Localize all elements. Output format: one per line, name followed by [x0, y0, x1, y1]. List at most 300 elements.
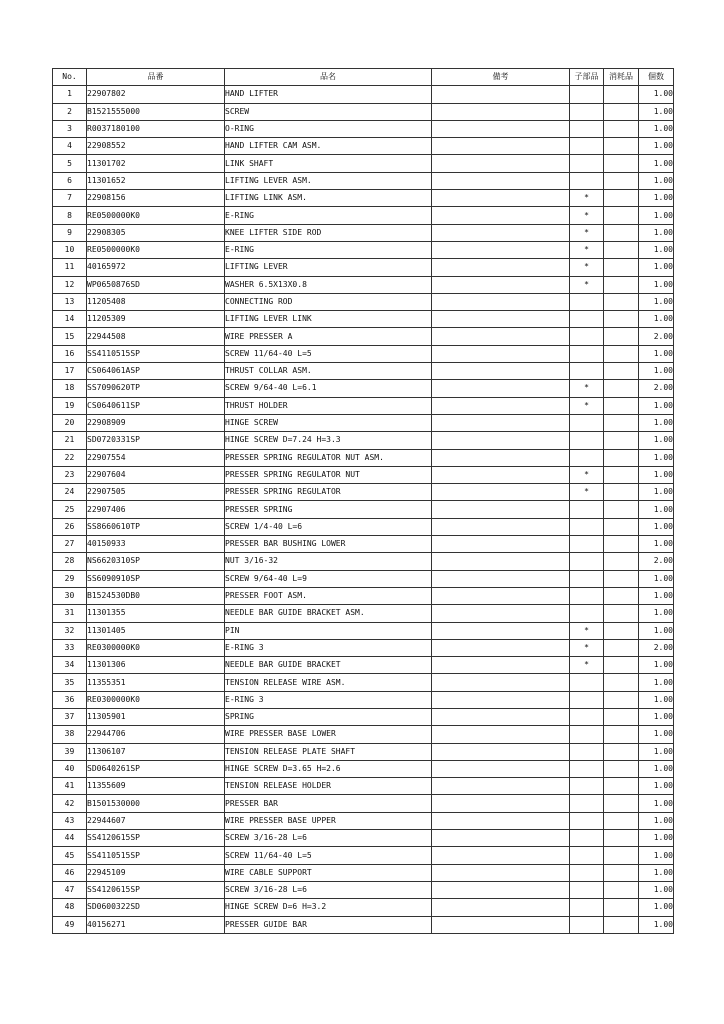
cell-quantity: 1.00 [639, 847, 674, 864]
cell-part-number: RE0300000K0 [87, 639, 225, 656]
cell-part-name: WIRE PRESSER BASE LOWER [225, 726, 432, 743]
table-row [53, 207, 674, 224]
cell-no: 17 [53, 363, 87, 380]
cell-quantity: 1.00 [639, 449, 674, 466]
cell-part-name: LIFTING LEVER ASM. [225, 172, 432, 189]
cell-consumable [604, 622, 639, 639]
cell-quantity: 2.00 [639, 639, 674, 656]
cell-no: 18 [53, 380, 87, 397]
cell-part-name: WIRE CABLE SUPPORT [225, 864, 432, 881]
cell-remarks [432, 103, 570, 120]
cell-consumable [604, 760, 639, 777]
cell-consumable [604, 916, 639, 933]
cell-sub-part [570, 778, 604, 795]
table-row [53, 190, 674, 207]
cell-sub-part [570, 518, 604, 535]
cell-consumable [604, 466, 639, 483]
cell-sub-part: * [570, 484, 604, 501]
cell-consumable [604, 363, 639, 380]
cell-sub-part [570, 812, 604, 829]
cell-part-number: 22907406 [87, 501, 225, 518]
cell-consumable [604, 553, 639, 570]
table-row [53, 86, 674, 103]
cell-remarks [432, 259, 570, 276]
cell-sub-part [570, 587, 604, 604]
cell-consumable [604, 657, 639, 674]
cell-no: 19 [53, 397, 87, 414]
table-row [53, 241, 674, 258]
cell-consumable [604, 639, 639, 656]
cell-sub-part: * [570, 380, 604, 397]
cell-consumable [604, 708, 639, 725]
cell-quantity: 1.00 [639, 518, 674, 535]
cell-no: 1 [53, 86, 87, 103]
cell-sub-part [570, 674, 604, 691]
cell-sub-part [570, 743, 604, 760]
cell-remarks [432, 207, 570, 224]
cell-part-number: 11305901 [87, 708, 225, 725]
cell-part-name: LIFTING LEVER [225, 259, 432, 276]
cell-no: 28 [53, 553, 87, 570]
cell-quantity: 1.00 [639, 259, 674, 276]
cell-part-number: 11301702 [87, 155, 225, 172]
cell-remarks [432, 553, 570, 570]
cell-no: 21 [53, 432, 87, 449]
cell-part-number: R0037180100 [87, 120, 225, 137]
cell-quantity: 1.00 [639, 120, 674, 137]
cell-no: 25 [53, 501, 87, 518]
cell-sub-part [570, 570, 604, 587]
cell-consumable [604, 138, 639, 155]
cell-quantity: 1.00 [639, 190, 674, 207]
table-row [53, 466, 674, 483]
cell-part-number: 11205408 [87, 293, 225, 310]
cell-remarks [432, 293, 570, 310]
cell-consumable [604, 224, 639, 241]
cell-sub-part [570, 899, 604, 916]
cell-quantity: 1.00 [639, 691, 674, 708]
cell-remarks [432, 276, 570, 293]
table-row [53, 120, 674, 137]
cell-no: 47 [53, 881, 87, 898]
cell-part-name: WIRE PRESSER A [225, 328, 432, 345]
cell-sub-part [570, 345, 604, 362]
cell-consumable [604, 830, 639, 847]
table-row [53, 847, 674, 864]
table-row [53, 795, 674, 812]
cell-remarks [432, 674, 570, 691]
cell-quantity: 1.00 [639, 172, 674, 189]
cell-part-name: NEEDLE BAR GUIDE BRACKET [225, 657, 432, 674]
cell-consumable [604, 345, 639, 362]
cell-part-name: HAND LIFTER [225, 86, 432, 103]
cell-remarks [432, 691, 570, 708]
cell-remarks [432, 605, 570, 622]
cell-sub-part [570, 830, 604, 847]
cell-quantity: 1.00 [639, 916, 674, 933]
cell-consumable [604, 605, 639, 622]
table-row [53, 103, 674, 120]
cell-consumable [604, 864, 639, 881]
header-consumable: 消耗品 [604, 69, 639, 86]
cell-part-name: WIRE PRESSER BASE UPPER [225, 812, 432, 829]
cell-consumable [604, 726, 639, 743]
cell-remarks [432, 241, 570, 258]
cell-sub-part [570, 881, 604, 898]
cell-part-name: HINGE SCREW D=3.65 H=2.6 [225, 760, 432, 777]
cell-sub-part [570, 864, 604, 881]
table-row [53, 570, 674, 587]
cell-part-number: 22944706 [87, 726, 225, 743]
cell-part-number: 40165972 [87, 259, 225, 276]
cell-remarks [432, 484, 570, 501]
table-row [53, 881, 674, 898]
table-row [53, 501, 674, 518]
cell-consumable [604, 881, 639, 898]
cell-consumable [604, 276, 639, 293]
cell-remarks [432, 899, 570, 916]
table-row [53, 138, 674, 155]
cell-quantity: 1.00 [639, 605, 674, 622]
cell-quantity: 1.00 [639, 224, 674, 241]
cell-part-name: HINGE SCREW D=6 H=3.2 [225, 899, 432, 916]
cell-consumable [604, 207, 639, 224]
cell-quantity: 2.00 [639, 380, 674, 397]
cell-remarks [432, 363, 570, 380]
cell-no: 22 [53, 449, 87, 466]
cell-part-name: LINK SHAFT [225, 155, 432, 172]
cell-part-number: 22907604 [87, 466, 225, 483]
cell-sub-part [570, 691, 604, 708]
cell-part-number: 40150933 [87, 536, 225, 553]
cell-no: 5 [53, 155, 87, 172]
table-row [53, 691, 674, 708]
cell-part-name: SCREW 11/64-40 L=5 [225, 847, 432, 864]
cell-sub-part: * [570, 657, 604, 674]
cell-consumable [604, 190, 639, 207]
cell-part-name: TENSION RELEASE PLATE SHAFT [225, 743, 432, 760]
cell-sub-part: * [570, 224, 604, 241]
cell-consumable [604, 536, 639, 553]
cell-consumable [604, 570, 639, 587]
cell-consumable [604, 380, 639, 397]
cell-part-number: 22908156 [87, 190, 225, 207]
table-row [53, 743, 674, 760]
table-row [53, 639, 674, 656]
cell-consumable [604, 743, 639, 760]
cell-remarks [432, 501, 570, 518]
cell-no: 34 [53, 657, 87, 674]
cell-remarks [432, 916, 570, 933]
cell-part-number: RE0500000K0 [87, 207, 225, 224]
cell-no: 42 [53, 795, 87, 812]
cell-remarks [432, 172, 570, 189]
table-row [53, 363, 674, 380]
cell-no: 41 [53, 778, 87, 795]
table-row [53, 259, 674, 276]
cell-consumable [604, 86, 639, 103]
cell-no: 49 [53, 916, 87, 933]
cell-part-name: PRESSER SPRING REGULATOR [225, 484, 432, 501]
cell-no: 11 [53, 259, 87, 276]
cell-consumable [604, 518, 639, 535]
cell-no: 31 [53, 605, 87, 622]
table-row [53, 553, 674, 570]
cell-consumable [604, 172, 639, 189]
cell-consumable [604, 501, 639, 518]
table-row [53, 293, 674, 310]
cell-sub-part [570, 86, 604, 103]
cell-part-number: RE0500000K0 [87, 241, 225, 258]
cell-sub-part [570, 726, 604, 743]
cell-no: 12 [53, 276, 87, 293]
cell-remarks [432, 760, 570, 777]
cell-part-name: WASHER 6.5X13X0.8 [225, 276, 432, 293]
table-row [53, 449, 674, 466]
cell-part-name: E-RING [225, 241, 432, 258]
cell-consumable [604, 103, 639, 120]
cell-quantity: 1.00 [639, 674, 674, 691]
cell-quantity: 1.00 [639, 812, 674, 829]
cell-part-number: 11301405 [87, 622, 225, 639]
cell-part-name: TENSION RELEASE HOLDER [225, 778, 432, 795]
cell-part-name: THRUST COLLAR ASM. [225, 363, 432, 380]
cell-part-name: HINGE SCREW D=7.24 H=3.3 [225, 432, 432, 449]
cell-part-number: 40156271 [87, 916, 225, 933]
cell-sub-part [570, 432, 604, 449]
cell-remarks [432, 657, 570, 674]
table-row [53, 864, 674, 881]
cell-remarks [432, 224, 570, 241]
cell-consumable [604, 293, 639, 310]
cell-remarks [432, 639, 570, 656]
cell-quantity: 2.00 [639, 328, 674, 345]
cell-part-number: SS6090910SP [87, 570, 225, 587]
cell-no: 37 [53, 708, 87, 725]
cell-consumable [604, 311, 639, 328]
cell-part-name: PRESSER SPRING REGULATOR NUT [225, 466, 432, 483]
cell-part-name: O-RING [225, 120, 432, 137]
header-remarks: 備考 [432, 69, 570, 86]
cell-no: 10 [53, 241, 87, 258]
table-row [53, 414, 674, 431]
parts-list-table [52, 68, 674, 934]
cell-part-number: SD0720331SP [87, 432, 225, 449]
table-row [53, 605, 674, 622]
cell-remarks [432, 778, 570, 795]
cell-sub-part [570, 847, 604, 864]
cell-sub-part: * [570, 207, 604, 224]
cell-sub-part [570, 328, 604, 345]
cell-sub-part [570, 605, 604, 622]
cell-remarks [432, 86, 570, 103]
cell-sub-part [570, 120, 604, 137]
table-row [53, 224, 674, 241]
cell-quantity: 1.00 [639, 536, 674, 553]
table-row [53, 778, 674, 795]
cell-no: 46 [53, 864, 87, 881]
table-row [53, 155, 674, 172]
cell-remarks [432, 120, 570, 137]
cell-part-name: PRESSER SPRING [225, 501, 432, 518]
header-no: No. [53, 69, 87, 86]
cell-part-name: THRUST HOLDER [225, 397, 432, 414]
cell-part-name: SCREW [225, 103, 432, 120]
cell-remarks [432, 328, 570, 345]
cell-consumable [604, 899, 639, 916]
cell-consumable [604, 414, 639, 431]
cell-part-name: E-RING 3 [225, 639, 432, 656]
table-body [53, 86, 674, 934]
cell-consumable [604, 432, 639, 449]
cell-part-number: SS8660610TP [87, 518, 225, 535]
cell-no: 7 [53, 190, 87, 207]
cell-consumable [604, 241, 639, 258]
cell-quantity: 2.00 [639, 553, 674, 570]
cell-quantity: 1.00 [639, 155, 674, 172]
cell-part-number: SS4110515SP [87, 847, 225, 864]
cell-quantity: 1.00 [639, 726, 674, 743]
cell-no: 40 [53, 760, 87, 777]
cell-sub-part: * [570, 241, 604, 258]
cell-consumable [604, 795, 639, 812]
cell-remarks [432, 847, 570, 864]
cell-part-number: SD0600322SD [87, 899, 225, 916]
cell-part-number: RE0300000K0 [87, 691, 225, 708]
cell-quantity: 1.00 [639, 795, 674, 812]
table-row [53, 328, 674, 345]
cell-part-number: B1501530000 [87, 795, 225, 812]
cell-part-name: HINGE SCREW [225, 414, 432, 431]
cell-remarks [432, 812, 570, 829]
cell-consumable [604, 587, 639, 604]
cell-no: 3 [53, 120, 87, 137]
cell-consumable [604, 674, 639, 691]
cell-no: 44 [53, 830, 87, 847]
cell-remarks [432, 397, 570, 414]
table-row [53, 708, 674, 725]
cell-quantity: 1.00 [639, 241, 674, 258]
cell-sub-part [570, 311, 604, 328]
cell-part-name: SCREW 3/16-28 L=6 [225, 881, 432, 898]
cell-part-number: B1521555000 [87, 103, 225, 120]
cell-part-number: 22944607 [87, 812, 225, 829]
cell-part-name: LIFTING LINK ASM. [225, 190, 432, 207]
table-row [53, 830, 674, 847]
cell-sub-part [570, 138, 604, 155]
cell-remarks [432, 881, 570, 898]
cell-sub-part: * [570, 622, 604, 639]
cell-sub-part: * [570, 259, 604, 276]
cell-part-name: PRESSER GUIDE BAR [225, 916, 432, 933]
cell-no: 48 [53, 899, 87, 916]
cell-quantity: 1.00 [639, 311, 674, 328]
cell-sub-part [570, 293, 604, 310]
cell-sub-part [570, 449, 604, 466]
cell-quantity: 1.00 [639, 899, 674, 916]
cell-consumable [604, 691, 639, 708]
table-row [53, 380, 674, 397]
table-row [53, 518, 674, 535]
table-header [53, 69, 674, 86]
cell-consumable [604, 484, 639, 501]
cell-quantity: 1.00 [639, 138, 674, 155]
cell-quantity: 1.00 [639, 708, 674, 725]
cell-remarks [432, 449, 570, 466]
cell-no: 24 [53, 484, 87, 501]
cell-quantity: 1.00 [639, 414, 674, 431]
cell-sub-part: * [570, 397, 604, 414]
cell-no: 33 [53, 639, 87, 656]
table-row [53, 674, 674, 691]
cell-quantity: 1.00 [639, 86, 674, 103]
cell-quantity: 1.00 [639, 293, 674, 310]
cell-consumable [604, 812, 639, 829]
cell-part-name: TENSION RELEASE WIRE ASM. [225, 674, 432, 691]
cell-remarks [432, 536, 570, 553]
cell-sub-part [570, 708, 604, 725]
table-row [53, 726, 674, 743]
table-row [53, 432, 674, 449]
cell-part-name: SCREW 3/16-28 L=6 [225, 830, 432, 847]
cell-no: 8 [53, 207, 87, 224]
cell-part-number: 22908305 [87, 224, 225, 241]
cell-quantity: 1.00 [639, 397, 674, 414]
table-row [53, 587, 674, 604]
cell-part-number: 22907505 [87, 484, 225, 501]
cell-remarks [432, 138, 570, 155]
cell-part-name: SCREW 11/64-40 L=5 [225, 345, 432, 362]
cell-part-number: 11301652 [87, 172, 225, 189]
cell-no: 39 [53, 743, 87, 760]
header-quantity: 個数 [639, 69, 674, 86]
cell-part-number: 11355351 [87, 674, 225, 691]
table-row [53, 276, 674, 293]
cell-part-number: CS0640611SP [87, 397, 225, 414]
cell-no: 32 [53, 622, 87, 639]
cell-no: 26 [53, 518, 87, 535]
cell-part-name: NEEDLE BAR GUIDE BRACKET ASM. [225, 605, 432, 622]
cell-no: 2 [53, 103, 87, 120]
cell-quantity: 1.00 [639, 363, 674, 380]
cell-remarks [432, 587, 570, 604]
cell-part-name: KNEE LIFTER SIDE ROD [225, 224, 432, 241]
table-row [53, 657, 674, 674]
cell-no: 16 [53, 345, 87, 362]
cell-part-number: B1524530DB0 [87, 587, 225, 604]
table-row [53, 345, 674, 362]
cell-part-number: CS064061ASP [87, 363, 225, 380]
table-row [53, 916, 674, 933]
cell-sub-part [570, 553, 604, 570]
cell-part-name: NUT 3/16-32 [225, 553, 432, 570]
cell-part-number: 11306107 [87, 743, 225, 760]
cell-part-name: LIFTING LEVER LINK [225, 311, 432, 328]
cell-remarks [432, 570, 570, 587]
table-row [53, 899, 674, 916]
cell-part-name: SCREW 1/4-40 L=6 [225, 518, 432, 535]
header-part-number: 品番 [87, 69, 225, 86]
cell-part-number: 11301355 [87, 605, 225, 622]
cell-part-number: SS4120615SP [87, 881, 225, 898]
cell-remarks [432, 830, 570, 847]
cell-no: 23 [53, 466, 87, 483]
cell-part-number: 11205309 [87, 311, 225, 328]
cell-quantity: 1.00 [639, 103, 674, 120]
cell-part-name: PRESSER BAR BUSHING LOWER [225, 536, 432, 553]
table-row [53, 622, 674, 639]
table-row [53, 397, 674, 414]
